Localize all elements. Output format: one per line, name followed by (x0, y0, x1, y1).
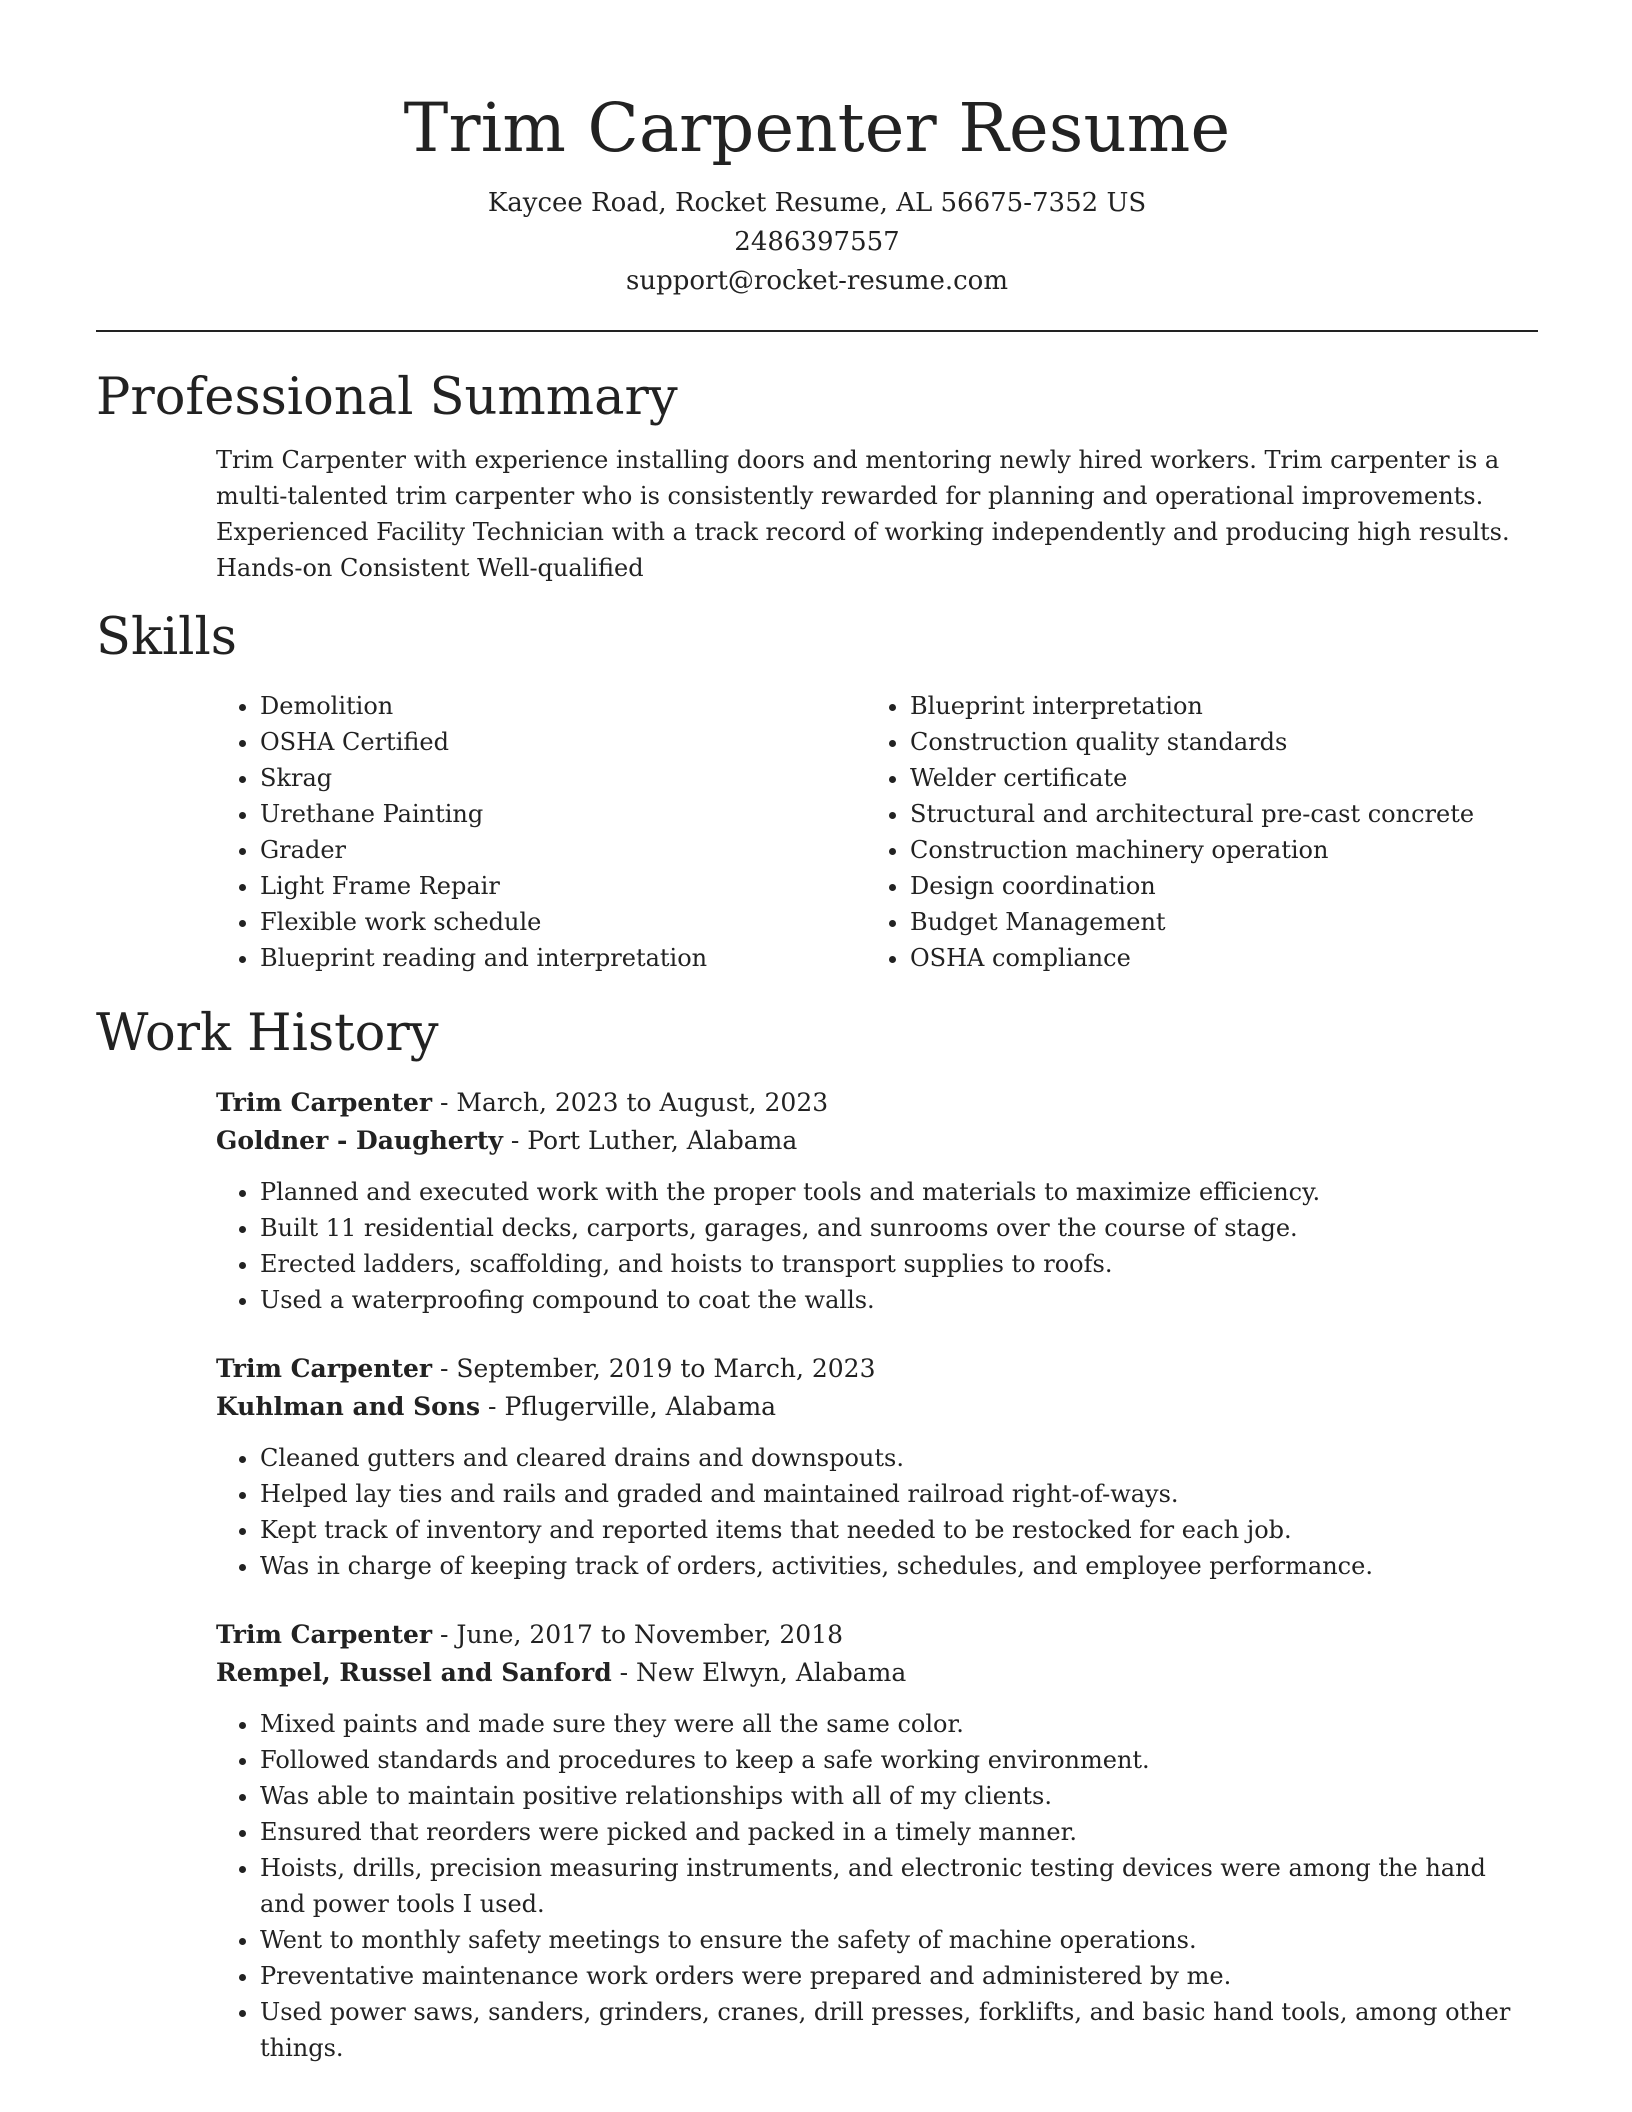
job-duty: • Went to monthly safety meetings to ensure the safety of machine operations. (260, 1922, 1536, 1958)
job-duty: • Followed standards and procedures to keep a safe working environment. (260, 1742, 1536, 1778)
skill-item: • Blueprint interpretation (910, 688, 1530, 724)
skill-item: • Grader (260, 832, 866, 868)
job-company: Kuhlman and Sons (216, 1392, 481, 1421)
skill-item: • Blueprint reading and interpretation (260, 940, 866, 976)
job-duty: • Planned and executed work with the proper tools and materials to maximize efficiency. (260, 1174, 1536, 1210)
contact-address: Kaycee Road, Rocket Resume, AL 56675-7352 US (487, 188, 1147, 218)
job-duties (216, 1440, 1536, 1584)
resume-title: Trim Carpenter Resume (403, 89, 1231, 167)
summary-heading: Professional Summary (96, 368, 678, 427)
summary-text: Trim Carpenter with experience installing doors and mentoring newly hired workers. Trim carpenter is a multi-talented trim carpenter who is consistently rewarded for planning and operational improvements. Experienced Facility Technician with a track record of working independently and producing high results. Hands-on Consistent Well-qualified (216, 446, 1510, 582)
skill-item: • Flexible work schedule (260, 904, 866, 940)
job-dates: - June, 2017 to November, 2018 (432, 1620, 844, 1649)
skill-item: • Welder certificate (910, 760, 1530, 796)
resume-header (96, 0, 1538, 301)
job-company-line (216, 1654, 1536, 1692)
job-duty: • Built 11 residential decks, carports, garages, and sunrooms over the course of stage. (260, 1210, 1536, 1246)
resume-page (96, 0, 1538, 2066)
work-history-heading: Work History (96, 1004, 439, 1063)
skill-item: • Design coordination (910, 868, 1530, 904)
skills-list (216, 688, 1536, 976)
skills-heading: Skills (96, 608, 237, 667)
job-dates: - March, 2023 to August, 2023 (432, 1088, 829, 1117)
skills-column-right (866, 688, 1530, 976)
job-entry (216, 1084, 1536, 1318)
job-duties (216, 1706, 1536, 2066)
job-title-line (216, 1084, 1536, 1122)
job-duty: • Used power saws, sanders, grinders, cranes, drill presses, forklifts, and basic hand tools, among other things. (260, 1994, 1536, 2066)
job-role: Trim Carpenter (216, 1088, 433, 1117)
job-company: Rempel, Russel and Sanford (216, 1658, 612, 1687)
skill-item: • Light Frame Repair (260, 868, 866, 904)
skill-item: • Construction machinery operation (910, 832, 1530, 868)
job-dates: - September, 2019 to March, 2023 (432, 1354, 876, 1383)
job-location: - New Elwyn, Alabama (611, 1658, 907, 1687)
job-duty: • Helped lay ties and rails and graded and maintained railroad right-of-ways. (260, 1476, 1536, 1512)
job-duties (216, 1174, 1536, 1318)
skill-item: • Budget Management (910, 904, 1530, 940)
job-company-line (216, 1122, 1536, 1160)
job-duty: • Used a waterproofing compound to coat the walls. (260, 1282, 1536, 1318)
job-entry (216, 1616, 1536, 2066)
skill-item: • OSHA compliance (910, 940, 1530, 976)
skill-item: • Construction quality standards (910, 724, 1530, 760)
job-duty: • Preventative maintenance work orders were prepared and administered by me. (260, 1958, 1536, 1994)
job-duty: • Cleaned gutters and cleared drains and downspouts. (260, 1440, 1536, 1476)
skill-item: • Urethane Painting (260, 796, 866, 832)
job-company: Goldner - Daugherty (216, 1126, 503, 1155)
job-entry (216, 1350, 1536, 1584)
job-title-line (216, 1350, 1536, 1388)
contact-phone: 2486397557 (734, 227, 900, 257)
contact-block (96, 184, 1538, 301)
job-duty: • Ensured that reorders were picked and packed in a timely manner. (260, 1814, 1536, 1850)
job-duty: • Kept track of inventory and reported items that needed to be restocked for each job. (260, 1512, 1536, 1548)
job-location: - Port Luther, Alabama (502, 1126, 798, 1155)
job-duty: • Was able to maintain positive relationships with all of my clients. (260, 1778, 1536, 1814)
job-duty: • Was in charge of keeping track of orders, activities, schedules, and employee performance. (260, 1548, 1536, 1584)
job-role: Trim Carpenter (216, 1354, 433, 1383)
job-duty: • Hoists, drills, precision measuring instruments, and electronic testing devices were among the hand and power tools I used. (260, 1850, 1536, 1922)
header-divider (96, 330, 1538, 332)
job-duty: • Mixed paints and made sure they were all the same color. (260, 1706, 1536, 1742)
job-duty: • Erected ladders, scaffolding, and hoists to transport supplies to roofs. (260, 1246, 1536, 1282)
skill-item: • Demolition (260, 688, 866, 724)
skill-item: • Structural and architectural pre-cast concrete (910, 796, 1530, 832)
job-title-line (216, 1616, 1536, 1654)
skill-item: • Skrag (260, 760, 866, 796)
job-role: Trim Carpenter (216, 1620, 433, 1649)
contact-email: support@rocket-resume.com (625, 266, 1008, 296)
job-location: - Pflugerville, Alabama (480, 1392, 777, 1421)
skill-item: • OSHA Certified (260, 724, 866, 760)
job-company-line (216, 1388, 1536, 1426)
skills-column-left (216, 688, 866, 976)
